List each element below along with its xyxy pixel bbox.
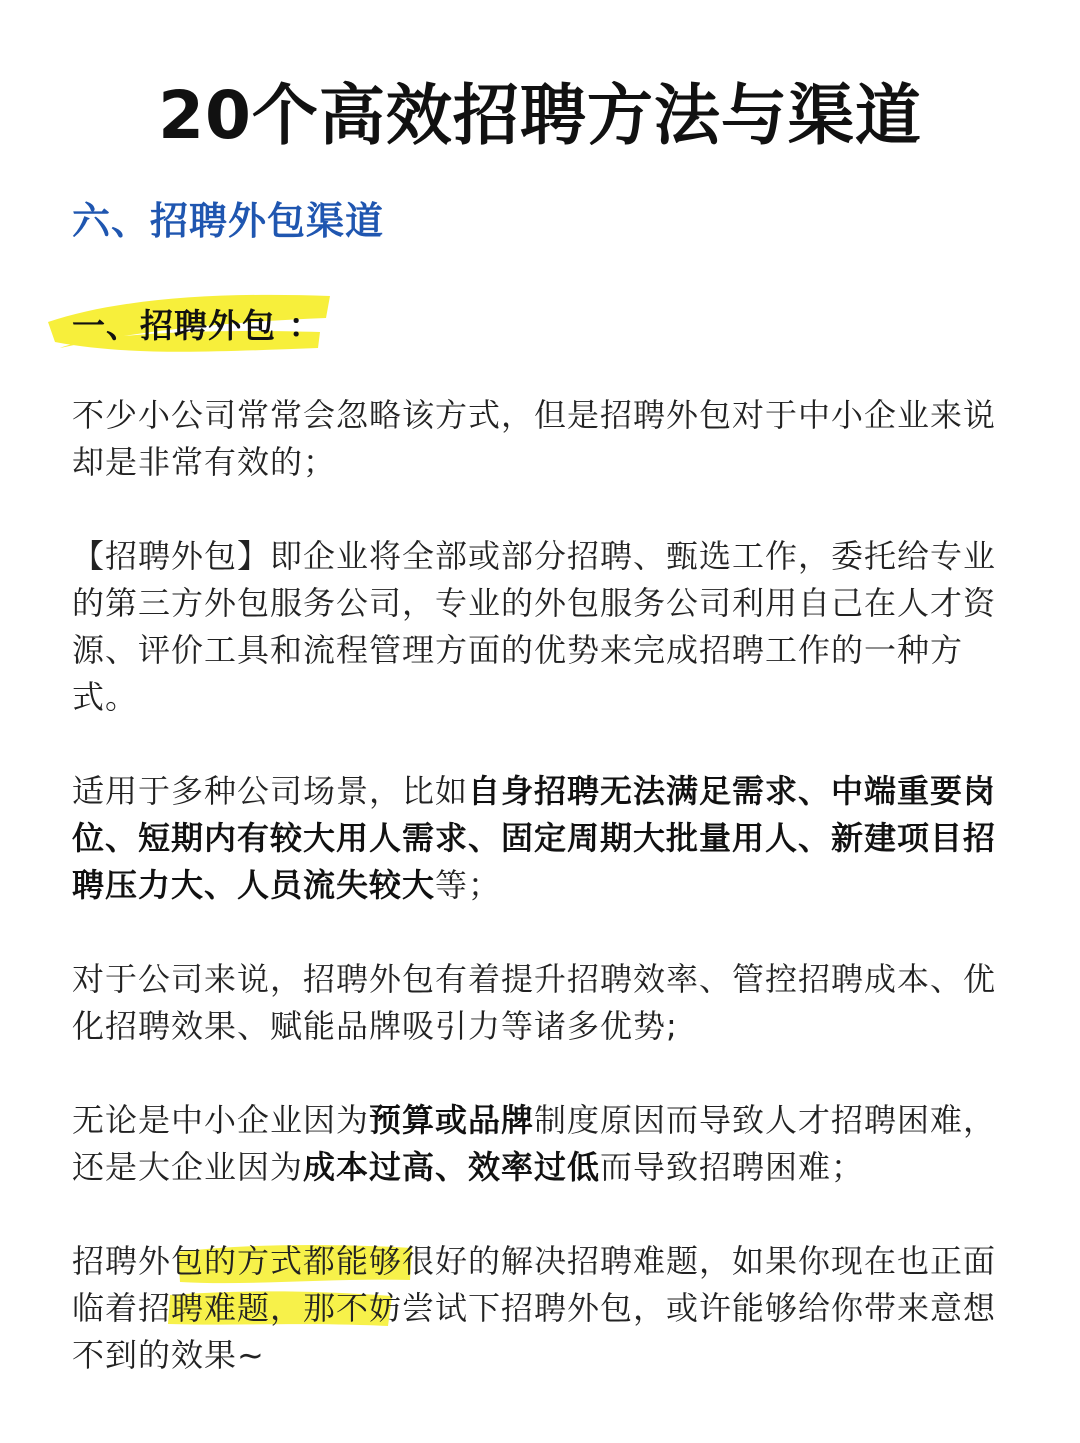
paragraph-scenarios — [72, 768, 1002, 909]
scenarios-lead: 适用于多种公司场景，比如 — [72, 772, 469, 810]
paragraph-definition: 【招聘外包】即企业将全部或部分招聘、甄选工作，委托给专业的第三方外包服务公司，专业的外包服务公司利用自己在人才资源、评价工具和流程管理方面的优势来完成招聘工作的一种方式。 — [72, 537, 997, 716]
paragraph-advantages: 对于公司来说，招聘外包有着提升招聘效率、管控招聘成本、优化招聘效果、赋能品牌吸引力等诸多优势; — [72, 960, 997, 1045]
scenarios-tail: 等； — [435, 866, 502, 904]
difficulties-bold-1: 预算或品牌 — [369, 1101, 535, 1139]
paragraph-intro: 不少小公司常常会忽略该方式，但是招聘外包对于中小企业来说却是非常有效的； — [72, 396, 997, 481]
difficulties-part-2: 制度原因而导致人才招聘困难，还是大企业因为 — [72, 1101, 997, 1186]
scenarios-bold: 自身招聘无法满足需求、中端重要岗位、短期内有较大用人需求、固定周期大批量用人、新建项目招聘压力大、人员流失较大 — [72, 772, 997, 904]
difficulties-bold-2: 成本过高、效率过低 — [303, 1148, 601, 1186]
difficulties-part-3: 而导致招聘困难； — [600, 1148, 865, 1186]
paragraph-difficulties — [72, 1097, 1002, 1191]
page-title: 20个高效招聘方法与渠道 — [158, 77, 922, 154]
section-heading: 六、招聘外包渠道 — [72, 199, 385, 243]
subheading: 一、招聘外包 ： — [72, 306, 323, 345]
difficulties-part-1: 无论是中小企业因为 — [72, 1101, 370, 1139]
paragraph-conclusion: 招聘外包的方式都能够很好的解决招聘难题，如果你现在也正面临着招聘难题，那不妨尝试下招聘外包，或许能够给你带来意想不到的效果~ — [72, 1242, 997, 1374]
